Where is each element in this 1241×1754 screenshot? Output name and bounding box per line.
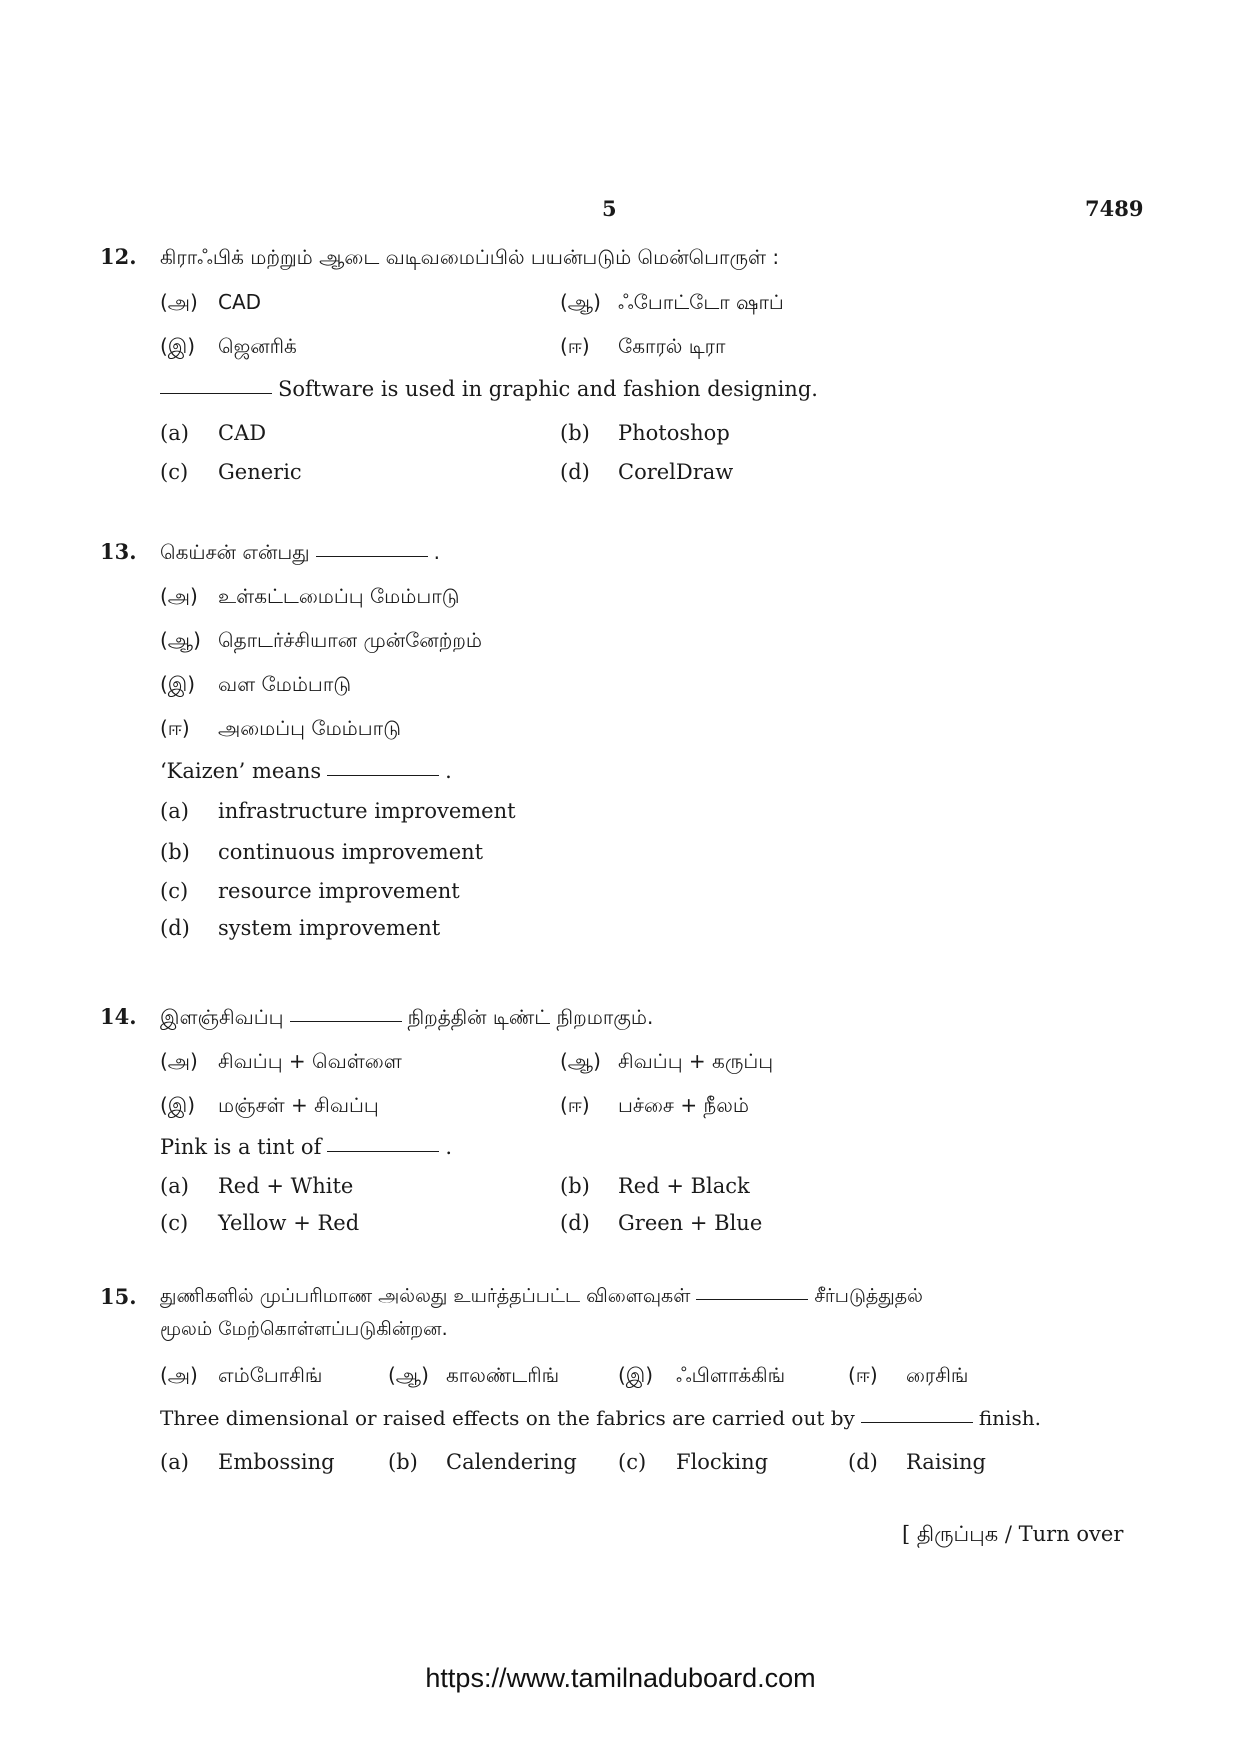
option-en: (c) resource improvement bbox=[160, 879, 460, 903]
option-en: (d) system improvement bbox=[160, 916, 441, 940]
option-en: (c) Yellow + Red bbox=[160, 1211, 360, 1235]
question-text-ta: கெய்சன் என்பது . bbox=[160, 540, 440, 564]
option-ta: (ஆ) ஃபோட்டோ ஷாப் bbox=[560, 290, 784, 314]
option-en: (d) Green + Blue bbox=[560, 1211, 763, 1235]
answer-blank bbox=[696, 1299, 808, 1300]
question-text-ta: துணிகளில் முப்பரிமாண அல்லது உயர்த்தப்பட்ட விளைவுகள் சீர்படுத்துதல் bbox=[160, 1285, 923, 1307]
option-en: (d) Raising bbox=[848, 1450, 986, 1474]
option-ta: (ஈ) ரைசிங் bbox=[848, 1363, 969, 1387]
option-ta: (ஆ) காலண்டரிங் bbox=[388, 1363, 560, 1387]
question-text-en: Pink is a tint of . bbox=[160, 1135, 453, 1159]
question-number: 12. bbox=[100, 244, 137, 269]
answer-blank bbox=[861, 1422, 973, 1423]
answer-blank bbox=[160, 393, 272, 394]
option-en: (b) Red + Black bbox=[560, 1174, 750, 1198]
option-en: (b) Calendering bbox=[388, 1450, 577, 1474]
answer-blank bbox=[327, 1151, 439, 1152]
question-number: 15. bbox=[100, 1284, 137, 1309]
option-ta: (இ) ஜெனரிக் bbox=[160, 334, 297, 358]
option-ta: (அ) சிவப்பு + வெள்ளை bbox=[160, 1049, 402, 1073]
question-number: 13. bbox=[100, 539, 137, 564]
option-ta: (ஈ) பச்சை + நீலம் bbox=[560, 1093, 749, 1117]
turn-over-note: [ திருப்புக / Turn over bbox=[902, 1522, 1124, 1546]
option-ta: (ஈ) கோரல் டிரா bbox=[560, 334, 726, 358]
website-url[interactable]: https://www.tamilnaduboard.com bbox=[425, 1663, 816, 1693]
option-ta: (அ) CAD bbox=[160, 290, 262, 314]
answer-blank bbox=[316, 556, 428, 557]
option-en: (d) CorelDraw bbox=[560, 460, 734, 484]
question-text-ta: இளஞ்சிவப்பு நிறத்தின் டிண்ட் நிறமாகும். bbox=[160, 1005, 654, 1029]
option-ta: (இ) ஃபிளாக்கிங் bbox=[618, 1363, 786, 1387]
question-text-ta: கிராஃபிக் மற்றும் ஆடை வடிவமைப்பில் பயன்படும் மென்பொருள் : bbox=[160, 245, 780, 269]
option-en: (b) continuous improvement bbox=[160, 840, 484, 864]
option-ta: (அ) எம்போசிங் bbox=[160, 1363, 323, 1387]
option-en: (b) Photoshop bbox=[560, 421, 730, 445]
question-text-ta-line2: மூலம் மேற்கொள்ளப்படுகின்றன. bbox=[160, 1318, 448, 1340]
option-en: (c) Generic bbox=[160, 460, 302, 484]
option-ta: (இ) வள மேம்பாடு bbox=[160, 672, 352, 696]
answer-blank bbox=[290, 1021, 402, 1022]
paper-code: 7489 bbox=[1085, 196, 1144, 221]
option-ta: (ஈ) அமைப்பு மேம்பாடு bbox=[160, 716, 401, 740]
option-en: (a) Red + White bbox=[160, 1174, 354, 1198]
option-en: (c) Flocking bbox=[618, 1450, 769, 1474]
question-text-en: ‘Kaizen’ means . bbox=[160, 759, 452, 783]
option-en: (a) infrastructure improvement bbox=[160, 799, 516, 823]
question-text-en: Software is used in graphic and fashion designing. bbox=[160, 377, 818, 401]
option-en: (a) CAD bbox=[160, 421, 267, 445]
question-text-en: Three dimensional or raised effects on the fabrics are carried out by finish. bbox=[160, 1406, 1041, 1430]
question-number: 14. bbox=[100, 1004, 137, 1029]
page-number: 5 bbox=[602, 196, 617, 221]
option-ta: (ஆ) சிவப்பு + கருப்பு bbox=[560, 1049, 774, 1073]
option-ta: (ஆ) தொடர்ச்சியான முன்னேற்றம் bbox=[160, 628, 483, 652]
answer-blank bbox=[327, 775, 439, 776]
option-en: (a) Embossing bbox=[160, 1450, 335, 1474]
option-ta: (இ) மஞ்சள் + சிவப்பு bbox=[160, 1093, 379, 1117]
option-ta: (அ) உள்கட்டமைப்பு மேம்பாடு bbox=[160, 584, 460, 608]
